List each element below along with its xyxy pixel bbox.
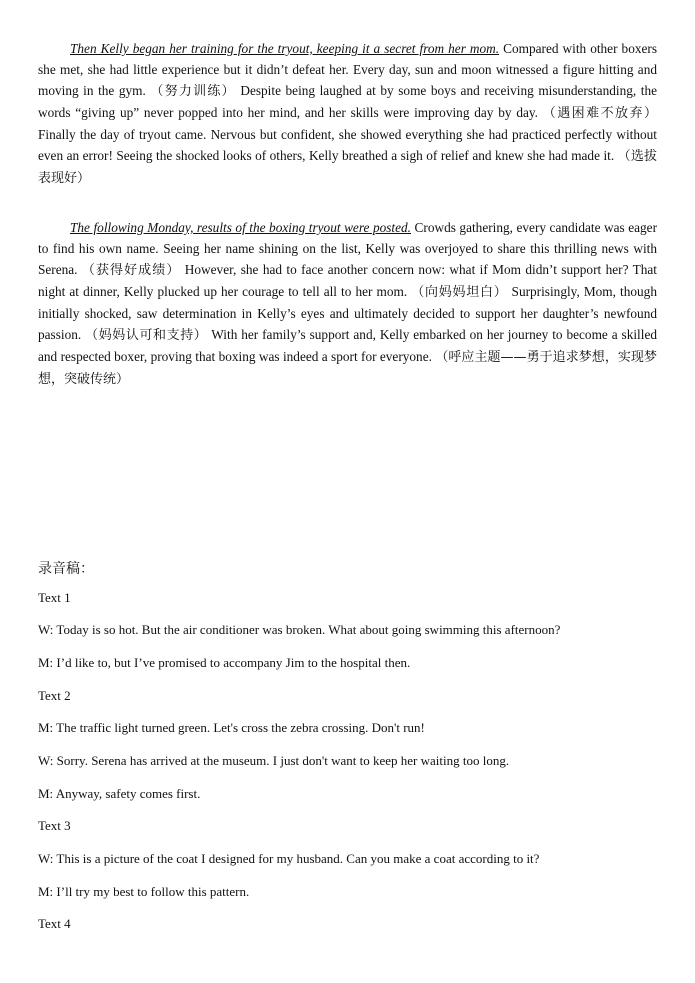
lead-sentence: Then Kelly began her training for the tryout, keeping it a secret from her mom. [70,41,500,56]
dialogue-line: W: Today is so hot. But the air conditioner was broken. What about going swimming this afternoon? [38,622,561,637]
text-number: Text 1 [38,590,71,605]
chinese-note: （呼应主题——勇于追求梦想，实现梦想，突破传统） [38,350,657,387]
chinese-note: （选拔表现好） [38,149,657,186]
paragraph-training [38,38,657,189]
text-number: Text 4 [38,916,71,931]
body-text: Compared with other boxers she met, she had little experience but it didn’t defeat her. Every day, sun and moon witnessed a figure hitting and moving in the gym. [38,41,657,98]
transcript-heading: 录音稿： [38,561,94,577]
body-text: However, she had to face another concern now: what if Mom didn’t support her? That night at dinner, Kelly plucked up her courage to tell all to her mom. [38,262,657,299]
body-text: Surprisingly, Mom, though initially shocked, saw determination in Kelly’s eyes and ultimately decided to support her daughter’s newfound passion. [38,284,657,342]
body-text: Finally the day of tryout came. Nervous but confident, she showed everything she had practiced perfectly without even an error! Seeing the shocked looks of others, Kelly breathed a sigh of relief and knew she had made it. [38,127,657,163]
body-text: With her family’s support and, Kelly embarked on her journey to become a skilled and respected boxer, proving that boxing was indeed a sport for everyone. [38,327,657,364]
dialogue-line: W: Sorry. Serena has arrived at the museum. I just don't want to keep her waiting too long. [38,753,510,768]
text-number: Text 2 [38,688,71,703]
dialogue-line: W: This is a picture of the coat I designed for my husband. Can you make a coat according to it? [38,851,540,866]
chinese-note: （努力训练） [150,84,236,99]
paragraph-results [38,217,657,390]
dialogue-line: M: I’d like to, but I’ve promised to accompany Jim to the hospital then. [38,655,411,670]
chinese-note: （妈妈认可和支持） [85,328,208,343]
dialogue-line: M: The traffic light turned green. Let's cross the zebra crossing. Don't run! [38,720,425,735]
chinese-note: （遇困难不放弃） [542,106,657,121]
chinese-note: （向妈妈坦白） [411,285,508,300]
dialogue-line: M: I’ll try my best to follow this pattern. [38,884,250,899]
dialogue-line: M: Anyway, safety comes first. [38,786,201,801]
text-number: Text 3 [38,818,71,833]
body-text: Crowds gathering, every candidate was eager to find his own name. Seeing her name shining on the list, Kelly was overjoyed to share this thrilling news with Serena. [38,220,657,277]
lead-sentence: The following Monday, results of the boxing tryout were posted. [70,220,411,235]
body-text: Despite being laughed at by some boys and receiving misunderstanding, the words “giving up” never popped into her mind, and her skills were improving day by day. [38,83,657,120]
chinese-note: （获得好成绩） [81,263,181,278]
